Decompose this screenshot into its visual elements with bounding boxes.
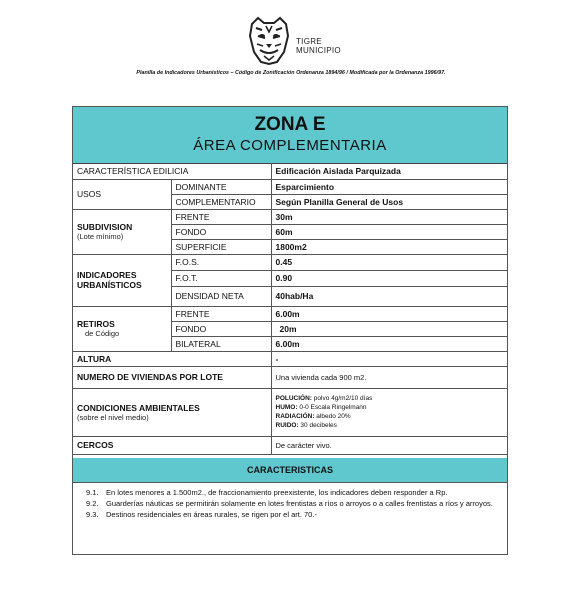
retiros-bilateral-value: 6.00m bbox=[271, 336, 507, 351]
usos-dominante-label: DOMINANTE bbox=[171, 179, 271, 194]
subdivision-fondo-value: 60m bbox=[271, 224, 507, 239]
zone-title: ZONA E bbox=[254, 114, 326, 135]
caracteristicas-list bbox=[86, 488, 498, 521]
humo-label: HUMO: bbox=[275, 404, 298, 411]
indicadores-cell bbox=[73, 254, 171, 306]
zone-subtitle: ÁREA COMPLEMENTARIA bbox=[193, 137, 387, 154]
subdivision-fondo-label: FONDO bbox=[171, 224, 271, 239]
fos-label: F.O.S. bbox=[171, 254, 271, 270]
retiros-bilateral-label: BILATERAL bbox=[171, 336, 271, 351]
table-row bbox=[73, 163, 507, 179]
table-row bbox=[73, 179, 507, 194]
note-text: Destinos residenciales en áreas rurales, se rigen por el art. 70.- bbox=[106, 510, 317, 519]
usos-label: USOS bbox=[73, 179, 171, 209]
retiros-cell bbox=[73, 306, 171, 351]
table-row bbox=[73, 306, 507, 321]
list-item bbox=[86, 499, 498, 509]
table-row bbox=[73, 209, 507, 224]
ruido-line bbox=[276, 421, 504, 430]
note-text: En lotes menores a 1.500m2., de fraccionamiento preexistente, los indicadores deben responder a Rp. bbox=[106, 488, 448, 497]
usos-dominante-value: Esparcimiento bbox=[271, 179, 507, 194]
brand-line-1: TIGRE bbox=[296, 37, 322, 46]
subdivision-superficie-value: 1800m2 bbox=[271, 239, 507, 254]
subdivision-frente-label: FRENTE bbox=[171, 209, 271, 224]
list-item bbox=[86, 510, 498, 520]
fos-value: 0.45 bbox=[271, 254, 507, 270]
table-row bbox=[73, 388, 507, 436]
polucion-line bbox=[276, 394, 504, 403]
condiciones-values bbox=[271, 388, 507, 436]
humo-value: 0-0 Escala Ringelmann bbox=[297, 404, 367, 411]
indicadores-label-1: INDICADORES bbox=[77, 270, 137, 280]
condiciones-note: (sobre el nivel medio) bbox=[77, 412, 149, 422]
usos-complementario-value: Según Planilla General de Usos bbox=[271, 194, 507, 209]
subdivision-cell bbox=[73, 209, 171, 254]
indicators-table bbox=[73, 163, 507, 455]
subdivision-superficie-label: SUPERFICIE bbox=[171, 239, 271, 254]
viviendas-value: Una vivienda cada 900 m2. bbox=[271, 366, 507, 388]
table-row bbox=[73, 254, 507, 270]
retiros-frente-value: 6.00m bbox=[271, 306, 507, 321]
document-subtitle: Planilla de Indicadores Urbanísticos – Código de Zonificación Ordenanza 1894/96 / Modificada por la Ordenanza 1996/97. bbox=[136, 70, 446, 76]
polucion-label: POLUCIÓN: bbox=[275, 395, 312, 402]
subdivision-note: (Lote mínimo) bbox=[77, 232, 124, 241]
table-row bbox=[73, 366, 507, 388]
retiros-fondo-value: 20m bbox=[271, 321, 507, 336]
ruido-value: 30 decibeles bbox=[298, 422, 337, 429]
subdivision-label: SUBDIVISION bbox=[77, 222, 133, 232]
cercos-value: De carácter vivo. bbox=[271, 436, 507, 454]
condiciones-label: CONDICIONES AMBIENTALES bbox=[77, 402, 200, 413]
cercos-label: CERCOS bbox=[73, 436, 271, 454]
retiros-frente-label: FRENTE bbox=[171, 306, 271, 321]
caracteristica-label: CARACTERÍSTICA EDILICIA bbox=[73, 163, 271, 179]
retiros-label: RETIROS bbox=[77, 319, 115, 329]
radiacion-value: albedo 20% bbox=[314, 413, 351, 420]
note-number: 9.3. bbox=[86, 510, 99, 519]
zone-sheet bbox=[72, 106, 508, 555]
table-row bbox=[73, 436, 507, 454]
viviendas-label: NUMERO DE VIVIENDAS POR LOTE bbox=[73, 366, 271, 388]
densidad-label: DENSIDAD NETA bbox=[171, 286, 271, 306]
polucion-value: polvo 4g/m2/10 días bbox=[311, 395, 373, 402]
brand-name bbox=[296, 37, 341, 55]
usos-complementario-label: COMPLEMENTARIO bbox=[171, 194, 271, 209]
radiacion-line bbox=[276, 412, 504, 421]
condiciones-cell bbox=[73, 388, 271, 436]
brand-line-2: MUNICIPIO bbox=[296, 46, 341, 55]
retiros-note: de Código bbox=[85, 329, 120, 338]
caracteristica-value: Edificación Aislada Parquizada bbox=[271, 163, 507, 179]
subdivision-frente-value: 30m bbox=[271, 209, 507, 224]
note-text: Guarderías náuticas se permitirán solamente en lotes frentistas a ríos o arroyos o a calles frentistas a ríos y arroyos. bbox=[106, 499, 493, 508]
tiger-head-logo bbox=[244, 14, 294, 66]
humo-line bbox=[276, 403, 504, 412]
densidad-value: 40hab/Ha bbox=[271, 286, 507, 306]
altura-label: ALTURA bbox=[73, 351, 271, 366]
retiros-fondo-label: FONDO bbox=[171, 321, 271, 336]
note-number: 9.1. bbox=[86, 488, 99, 497]
radiacion-label: RADIACIÓN: bbox=[275, 413, 315, 420]
caracteristicas-title: CARACTERISTICAS bbox=[73, 458, 507, 483]
fot-value: 0.90 bbox=[271, 270, 507, 286]
ruido-label: RUIDO: bbox=[275, 422, 299, 429]
table-row bbox=[73, 351, 507, 366]
indicadores-label-2: URBANÍSTICOS bbox=[77, 280, 142, 290]
list-item bbox=[86, 488, 498, 498]
note-number: 9.2. bbox=[86, 499, 99, 508]
fot-label: F.O.T. bbox=[171, 270, 271, 286]
altura-value: - bbox=[271, 351, 507, 366]
zone-header bbox=[73, 107, 507, 164]
